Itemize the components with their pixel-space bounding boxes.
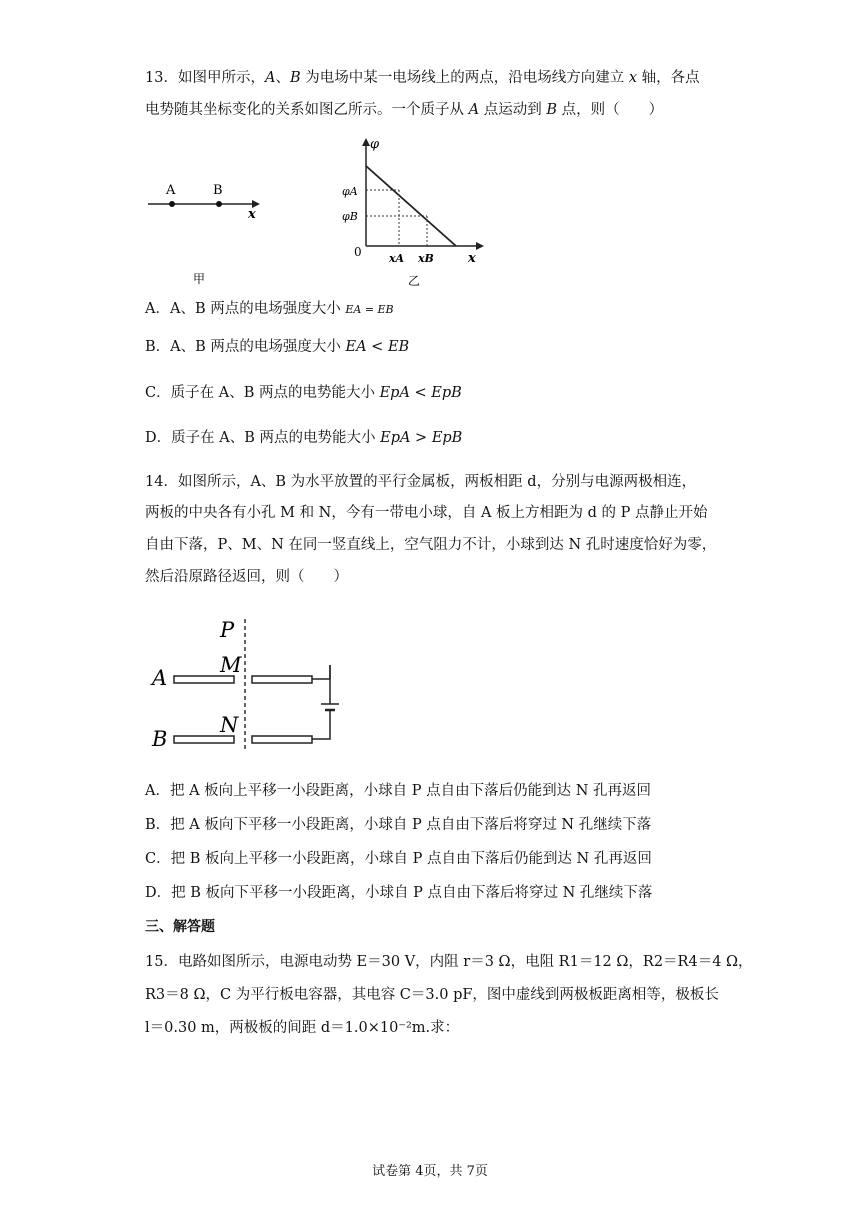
q14-line-4: 然后沿原路径返回，则（ ） — [145, 569, 348, 585]
point-a-label: A — [166, 183, 176, 198]
phi-axis-label: φ — [370, 137, 380, 152]
q13-option-d: D．质子在 A、B 两点的电势能大小 EpA > EpB — [145, 430, 463, 446]
x-b-label: xB — [418, 252, 434, 265]
q13-line-2: 电势随其坐标变化的关系如图乙所示。一个质子从 A 点运动到 B 点，则（ ） — [145, 102, 664, 118]
origin-label: 0 — [354, 245, 362, 259]
q14-option-c: C．把 B 板向上平移一小段距离，小球自 P 点自由下落后仍能到达 N 孔再返回 — [145, 851, 652, 867]
phi-b-label: φB — [342, 210, 358, 223]
q13-option-a: A．A、B 两点的电场强度大小 EA = EB — [145, 301, 394, 317]
q14-line-2: 两板的中央各有小孔 M 和 N，今有一带电小球，自 A 板上方相距为 d 的 P 点静止开始 — [145, 505, 708, 521]
phi-a-label: φA — [342, 185, 358, 198]
figure-jia — [140, 170, 270, 290]
q14-option-b: B．把 A 板向下平移一小段距离，小球自 P 点自由下落后将穿过 N 孔继续下落 — [145, 817, 652, 833]
page-footer: 试卷第 4页，共 7页 — [372, 1164, 488, 1179]
q14-line-3: 自由下落，P、M、N 在同一竖直线上，空气阻力不计，小球到达 N 孔时速度恰好为零， — [145, 537, 717, 553]
caption-yi: 乙 — [408, 274, 421, 288]
q14-option-a: A．把 A 板向上平移一小段距离，小球自 P 点自由下落后仍能到达 N 孔再返回 — [145, 783, 652, 799]
x-axis-label: x — [468, 251, 476, 266]
figure-q14 — [148, 615, 358, 755]
figure-yi — [338, 134, 488, 290]
q15-line-3: l＝0.30 m，两极板的间距 d＝1.0×10⁻²m.求： — [145, 1020, 460, 1036]
q14-line-1: 14．如图所示，A、B 为水平放置的平行金属板，两板相距 d，分别与电源两极相连， — [145, 474, 697, 490]
x-a-label: xA — [389, 252, 405, 265]
section-heading: 三、解答题 — [145, 919, 215, 935]
q13-line-1: 13．如图甲所示，A、B 为电场中某一电场线上的两点，沿电场线方向建立 x 轴，各点 — [145, 70, 700, 86]
q14-option-d: D．把 B 板向下平移一小段距离，小球自 P 点自由下落后将穿过 N 孔继续下落 — [145, 885, 653, 901]
hole-m-label: M — [220, 653, 242, 677]
q13-option-b: B．A、B 两点的电场强度大小 EA < EB — [145, 339, 410, 355]
caption-jia: 甲 — [193, 272, 206, 286]
q13-option-c: C．质子在 A、B 两点的电势能大小 EpA < EpB — [145, 385, 462, 401]
plate-b-label: B — [152, 727, 168, 751]
x-axis-label: x — [248, 207, 256, 222]
point-b-label: B — [213, 183, 223, 198]
q15-line-1: 15．电路如图所示，电源电动势 E＝30 V，内阻 r＝3 Ω，电阻 R1＝12 Ω，R2＝R4＝4 Ω， — [145, 954, 753, 970]
hole-n-label: N — [220, 713, 239, 737]
point-p-label: P — [220, 618, 235, 642]
q15-line-2: R3＝8 Ω，C 为平行板电容器，其电容 C＝3.0 pF，图中虚线到两极板距离相等，极板长 — [145, 987, 719, 1003]
plate-a-label: A — [152, 666, 168, 690]
